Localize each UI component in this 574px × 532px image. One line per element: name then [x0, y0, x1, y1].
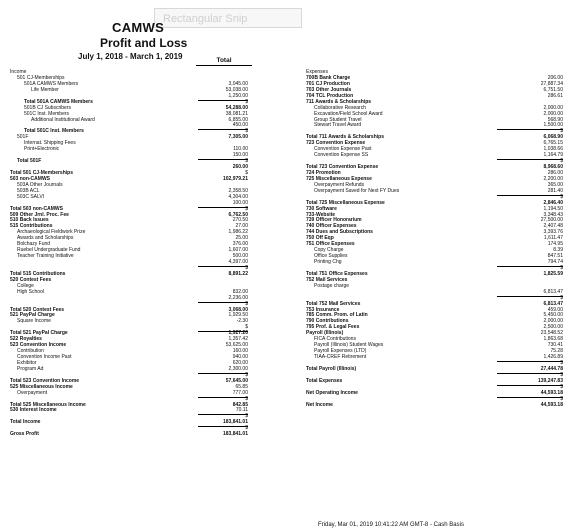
- income-row-amount: 4,304.00: [228, 193, 248, 200]
- income-row-amount: $: [245, 98, 248, 105]
- income-row-label: Income: [10, 69, 27, 75]
- expenses-row-amount: $: [560, 128, 563, 135]
- income-row-amount: $: [245, 205, 248, 212]
- expenses-row-amount: 6,813.47: [497, 290, 563, 297]
- income-row-amount: 70.11: [198, 408, 248, 415]
- income-row-amount: $: [245, 413, 248, 420]
- expenses-row-label: Overpayment Saved for Next FY Dues: [314, 187, 400, 194]
- expenses-row-label: Postage charge: [314, 282, 350, 289]
- income-row-label: Awards and Scholarships: [17, 235, 74, 242]
- expenses-row-amount: 847.51: [547, 253, 563, 260]
- income-row-amount: 500.00: [232, 253, 248, 260]
- income-row-label: Total 523 Convention Income: [10, 377, 80, 384]
- expenses-row-amount: 27,500.00: [540, 217, 563, 224]
- expenses-row-label: Collaborative Research: [314, 104, 366, 111]
- income-row-label: Overpayment: [17, 389, 48, 396]
- income-row-amount: 450.00: [198, 123, 248, 130]
- income-row-amount: 1,607.00: [228, 247, 248, 254]
- income-row-label: 501 CJ-Memberships: [17, 74, 65, 81]
- expenses-row-amount: 794.74: [497, 260, 563, 267]
- expenses-row-label: 750 Off Eqp: [306, 235, 334, 242]
- report-title: Profit and Loss: [100, 36, 188, 50]
- income-row-amount: 100.00: [198, 201, 248, 208]
- expenses-row-amount: 1,164.79: [497, 153, 563, 160]
- expenses-row-amount: 2,000.00: [543, 318, 563, 325]
- income-row-label: 525 Miscellaneous Income: [10, 383, 73, 390]
- expenses-row-amount: 6,751.50: [543, 86, 563, 93]
- income-row-label: 522 Royalties: [10, 336, 42, 343]
- income-row-amount: 7,305.00: [228, 134, 248, 141]
- income-row-label: Contribution: [17, 348, 44, 355]
- expenses-row-label: 733-Website: [306, 211, 336, 218]
- expenses-row-amount: 281.40: [497, 189, 563, 196]
- expenses-row-label: 724 Promotion: [306, 169, 341, 176]
- income-row-amount: 270.50: [232, 217, 248, 224]
- expenses-row-amount: 1,825.59: [543, 270, 563, 277]
- expenses-row-amount: 365.00: [547, 181, 563, 188]
- income-row-amount: 110.00: [233, 146, 248, 153]
- expenses-row-label: Total 725 Miscellaneous Expense: [306, 199, 385, 206]
- expenses-row-label: Stewart Travel Award: [314, 122, 362, 129]
- income-row-label: Program Ad: [17, 365, 44, 372]
- expenses-row-label: 730 Software: [306, 205, 337, 212]
- expenses-row-amount: 459.00: [547, 306, 563, 313]
- income-row-label: Square Income: [17, 318, 51, 325]
- income-row-label: Total 503 non-CAMWS: [10, 205, 63, 212]
- expenses-row-label: Net Operating Income: [306, 389, 358, 396]
- expenses-row-label: 744 Dues and Subscriptions: [306, 229, 373, 236]
- income-row-label: 515 Contributions: [10, 223, 53, 230]
- income-row-amount: 102,979.21: [222, 175, 248, 182]
- expenses-row-label: Excavation/Field School Award: [314, 110, 383, 117]
- expenses-row-amount: 2,200.00: [543, 175, 563, 182]
- expenses-row: [306, 403, 566, 409]
- expenses-row-label: 703 Other Journals: [306, 86, 352, 93]
- income-row-label: High School: [17, 288, 44, 295]
- expenses-row-label: Group Student Travel: [314, 116, 362, 123]
- income-row-label: Convention Income Past: [17, 354, 72, 360]
- expenses-row-label: 701 CJ Production: [306, 80, 350, 87]
- expenses-row-amount: 6,068.90: [543, 134, 563, 141]
- income-row-amount: 54,288.00: [225, 104, 248, 111]
- expenses-section: [306, 70, 566, 408]
- expenses-row-amount: 139,247.83: [497, 379, 563, 386]
- income-row-amount: 832.00: [232, 288, 248, 295]
- income-row-amount: 1,250.00: [198, 94, 248, 101]
- income-row-amount: 1,986.22: [228, 229, 248, 236]
- expenses-row-label: 753 Insurance: [306, 306, 340, 313]
- income-row-label: 521 PayPal Charge: [10, 312, 55, 319]
- expenses-row-amount: 1,500.00: [497, 123, 563, 130]
- expenses-row-label: 739 Officer Honorarium: [306, 217, 362, 224]
- income-row-amount: $: [245, 264, 248, 271]
- expenses-row-label: 723 Convention Expense: [306, 140, 366, 147]
- expenses-row-label: Total 752 Mail Services: [306, 300, 361, 307]
- income-row-label: 503B ACL: [17, 187, 40, 194]
- expenses-row-amount: 1,038.66: [543, 146, 563, 153]
- income-row-amount: $: [245, 169, 248, 176]
- expenses-row-label: 751 Office Expenses: [306, 241, 355, 248]
- income-row-label: Internat. Shipping Fees: [24, 140, 76, 147]
- income-row-label: Archaeological Fieldwork Prize: [17, 229, 86, 236]
- expenses-row-label: Total 751 Office Expenses: [306, 270, 368, 277]
- income-row-amount: 57,645.00: [225, 377, 248, 384]
- income-row-amount: 183,841.01: [198, 420, 248, 427]
- income-row-amount: 183,841.01: [222, 431, 248, 438]
- expenses-row-label: Printing Chg: [314, 259, 342, 265]
- expenses-row-label: 785 Comm. Prom. of Latin: [306, 312, 368, 319]
- income-row-amount: 25.00: [235, 235, 248, 242]
- income-row-label: Total 501A CAMWS Members: [24, 98, 93, 105]
- report-header: [78, 20, 187, 61]
- income-row-amount: $: [245, 371, 248, 378]
- expenses-row-amount: $: [560, 383, 563, 390]
- expenses-row-amount: 8.39: [553, 247, 563, 254]
- expenses-row-label: TIAA-CREF Retirement: [314, 354, 367, 360]
- income-row-amount: 53,625.00: [225, 342, 248, 349]
- expenses-row-amount: 2,000.00: [543, 104, 563, 111]
- income-row-label: Total 515 Contributions: [10, 270, 66, 277]
- income-row-label: Gross Profit: [10, 431, 39, 438]
- expenses-row-amount: 3,393.76: [543, 229, 563, 236]
- rectangular-snip-overlay: Rectangular Snip: [154, 8, 302, 28]
- income-row-amount: 6,762.50: [228, 211, 248, 218]
- income-row-label: Total 501 CJ-Memberships: [10, 169, 73, 176]
- income-row-label: 501C Inst. Members: [24, 110, 70, 117]
- expenses-row-amount: 2,000.00: [543, 110, 563, 117]
- income-row-label: Additional Institutional Award: [31, 116, 95, 123]
- income-row-amount: 3,045.00: [228, 80, 248, 87]
- income-row-amount: 160.00: [232, 348, 248, 355]
- expenses-row-amount: 206.00: [547, 74, 563, 81]
- expenses-row-amount: 568.90: [547, 116, 563, 123]
- expenses-row-label: 725 Miscellaneous Expense: [306, 175, 372, 182]
- income-row-label: Total 501C Inst. Members: [24, 128, 84, 135]
- expenses-row-label: FICA Contributions: [314, 336, 356, 343]
- income-row-amount: $: [245, 158, 248, 165]
- expenses-row-label: Total Payroll (Illinois): [306, 365, 357, 372]
- income-row-amount: $: [198, 325, 248, 332]
- expenses-row-label: 795 Prof. & Legal Fees: [306, 324, 360, 331]
- expenses-row-amount: 1,611.47: [543, 235, 563, 242]
- report-footer: Friday, Mar 01, 2019 10:41:22 AM GMT-8 - Cash Basis: [318, 522, 464, 528]
- expenses-row-amount: 174.95: [547, 241, 563, 248]
- report-date-range: July 1, 2018 - March 1, 2019: [78, 52, 183, 61]
- income-row-label: Teacher Training Initiative: [17, 253, 74, 260]
- expenses-row-label: Convention Expense Past: [314, 146, 372, 153]
- income-row-amount: 940.00: [232, 354, 248, 360]
- income-row-amount: 53,038.00: [225, 86, 248, 93]
- income-row-amount: 65.85: [235, 383, 248, 390]
- expenses-row-label: Payroll Expenses (LTD): [314, 348, 367, 355]
- income-row-label: Ruebel Undergraduate Fund: [17, 247, 81, 254]
- expenses-row-amount: 1,194.50: [543, 205, 563, 212]
- expenses-row-amount: 2,500.00: [543, 324, 563, 331]
- expenses-row-label: Payroll (Illinois): [306, 330, 344, 337]
- income-row-amount: 2,358.50: [228, 187, 248, 194]
- expenses-row-label: Office Supplies: [314, 253, 348, 260]
- expenses-row-label: Expenses: [306, 69, 328, 75]
- income-row-amount: $: [245, 395, 248, 402]
- income-row-label: 501F: [17, 134, 29, 141]
- expenses-row-amount: $: [560, 359, 563, 366]
- expenses-row-label: Convention Expense SS: [314, 152, 369, 159]
- income-row-amount: 4,397.00: [198, 260, 248, 267]
- company-name: CAMWS: [112, 20, 165, 35]
- income-row-amount: 1,357.42: [228, 336, 248, 343]
- income-row-label: 501B CJ Subscribers: [24, 104, 71, 111]
- income-row-amount: 620.00: [232, 359, 248, 366]
- income-row-label: 503A Other Journals: [17, 181, 63, 188]
- expenses-row-label: Total 723 Convention Expense: [306, 164, 379, 170]
- income-row-amount: 150.00: [198, 153, 248, 160]
- income-row-label: Bolchazy Fund: [17, 241, 51, 248]
- expenses-row-label: Overpayment Refunds: [314, 181, 365, 188]
- expenses-row-amount: 2,846.40: [543, 199, 563, 206]
- expenses-row-amount: 3,348.43: [543, 211, 563, 218]
- income-row-amount: 27.00: [235, 223, 248, 230]
- income-section: [10, 70, 260, 438]
- expenses-row-label: 740 Officer Expenses: [306, 223, 357, 230]
- expenses-row-amount: 730.41: [547, 342, 563, 349]
- income-row-amount: 777.00: [198, 391, 248, 398]
- income-row-amount: 1,929.50: [228, 312, 248, 319]
- income-row-amount: $: [245, 128, 248, 135]
- income-row-label: Total Income: [10, 419, 41, 426]
- expenses-row-amount: 6,813.47: [543, 300, 563, 307]
- total-column-header: Total: [196, 57, 252, 66]
- income-row-amount: 2,236.00: [198, 296, 248, 303]
- expenses-row-label: 790 Contributions: [306, 318, 349, 325]
- income-row-amount: 842.85: [232, 401, 248, 408]
- expenses-row-amount: 75.28: [550, 348, 563, 355]
- expenses-row-label: Total Expenses: [306, 377, 343, 384]
- expenses-row-label: 711 Awards & Scholarships: [306, 98, 372, 105]
- expenses-row-amount: $: [560, 294, 563, 301]
- income-row-label: 503C SALVI: [17, 193, 45, 200]
- expenses-row-label: Copy Charge: [314, 247, 344, 254]
- income-row-amount: 1,927.20: [228, 330, 248, 337]
- income-row: [10, 432, 260, 438]
- expenses-row-amount: 1,426.89: [497, 355, 563, 362]
- expenses-row-amount: 1,863.68: [543, 336, 563, 343]
- expenses-row-amount: 23,548.52: [540, 330, 563, 337]
- income-row-amount: 38,081.21: [225, 110, 248, 117]
- income-row-amount: $: [245, 425, 248, 432]
- expenses-row-amount: 44,593.18: [497, 391, 563, 398]
- expenses-row-label: 752 Mail Services: [306, 276, 348, 283]
- income-row-label: Print+Electronic: [24, 146, 60, 153]
- expenses-row-amount: $: [560, 371, 563, 378]
- income-row-label: Total 525 Miscellaneous Income: [10, 401, 86, 408]
- income-row-amount: 8,891.22: [228, 270, 248, 277]
- expenses-row-amount: 8,968.60: [543, 164, 563, 170]
- income-row-label: College: [17, 282, 34, 289]
- income-row-label: 510 Back Issues: [10, 217, 49, 224]
- expenses-row-amount: $: [560, 158, 563, 165]
- expenses-row-label: Net Income: [306, 401, 333, 408]
- income-row-label: 503 non-CAMWS: [10, 175, 50, 182]
- income-row-label: 530 Interest Income: [10, 407, 57, 414]
- income-row-label: 509 Other Jrnl. Proc. Fee: [10, 211, 69, 218]
- expenses-row-label: 704 TCL Production: [306, 92, 354, 99]
- income-row-amount: $: [245, 300, 248, 307]
- income-row-label: 523 Convention Income: [10, 342, 67, 349]
- expenses-row-amount: 27,444.78: [497, 367, 563, 374]
- expenses-row-amount: 2,407.48: [543, 223, 563, 230]
- income-row-amount: 6,855.00: [228, 116, 248, 123]
- expenses-row-label: 700B Bank Charge: [306, 74, 351, 81]
- expenses-row-amount: 5,450.00: [543, 312, 563, 319]
- income-row-label: 520 Contest Fees: [10, 276, 52, 283]
- expenses-row-amount: 44,593.18: [540, 401, 563, 408]
- expenses-row-amount: 6,765.15: [543, 140, 563, 147]
- income-row-amount: 376.00: [232, 241, 248, 248]
- income-row-amount: -2.30: [236, 318, 248, 325]
- income-row-label: Total 520 Contest Fees: [10, 306, 65, 313]
- income-row-label: Total 521 PayPal Charge: [10, 330, 68, 337]
- expenses-row-label: Payroll (Illinois) Student Wages: [314, 342, 384, 349]
- expenses-row-amount: $: [560, 264, 563, 271]
- expenses-row-amount: 286.61: [547, 92, 563, 99]
- income-row-label: Total 501F: [17, 158, 42, 165]
- expenses-row-amount: $: [560, 193, 563, 200]
- income-row-amount: 3,068.00: [228, 306, 248, 313]
- income-row-label: 501A CAMWS Members: [24, 80, 79, 87]
- income-row-label: Life Member: [31, 86, 59, 93]
- expenses-row-amount: 27,887.34: [540, 80, 563, 87]
- income-row-amount: 260.00: [232, 164, 248, 170]
- income-row-label: Exhibitor: [17, 359, 37, 366]
- income-row-amount: 2,300.00: [198, 367, 248, 374]
- expenses-row-amount: $: [560, 395, 563, 402]
- expenses-row-label: Total 711 Awards & Scholarships: [306, 134, 384, 141]
- expenses-row-amount: 286.00: [547, 169, 563, 176]
